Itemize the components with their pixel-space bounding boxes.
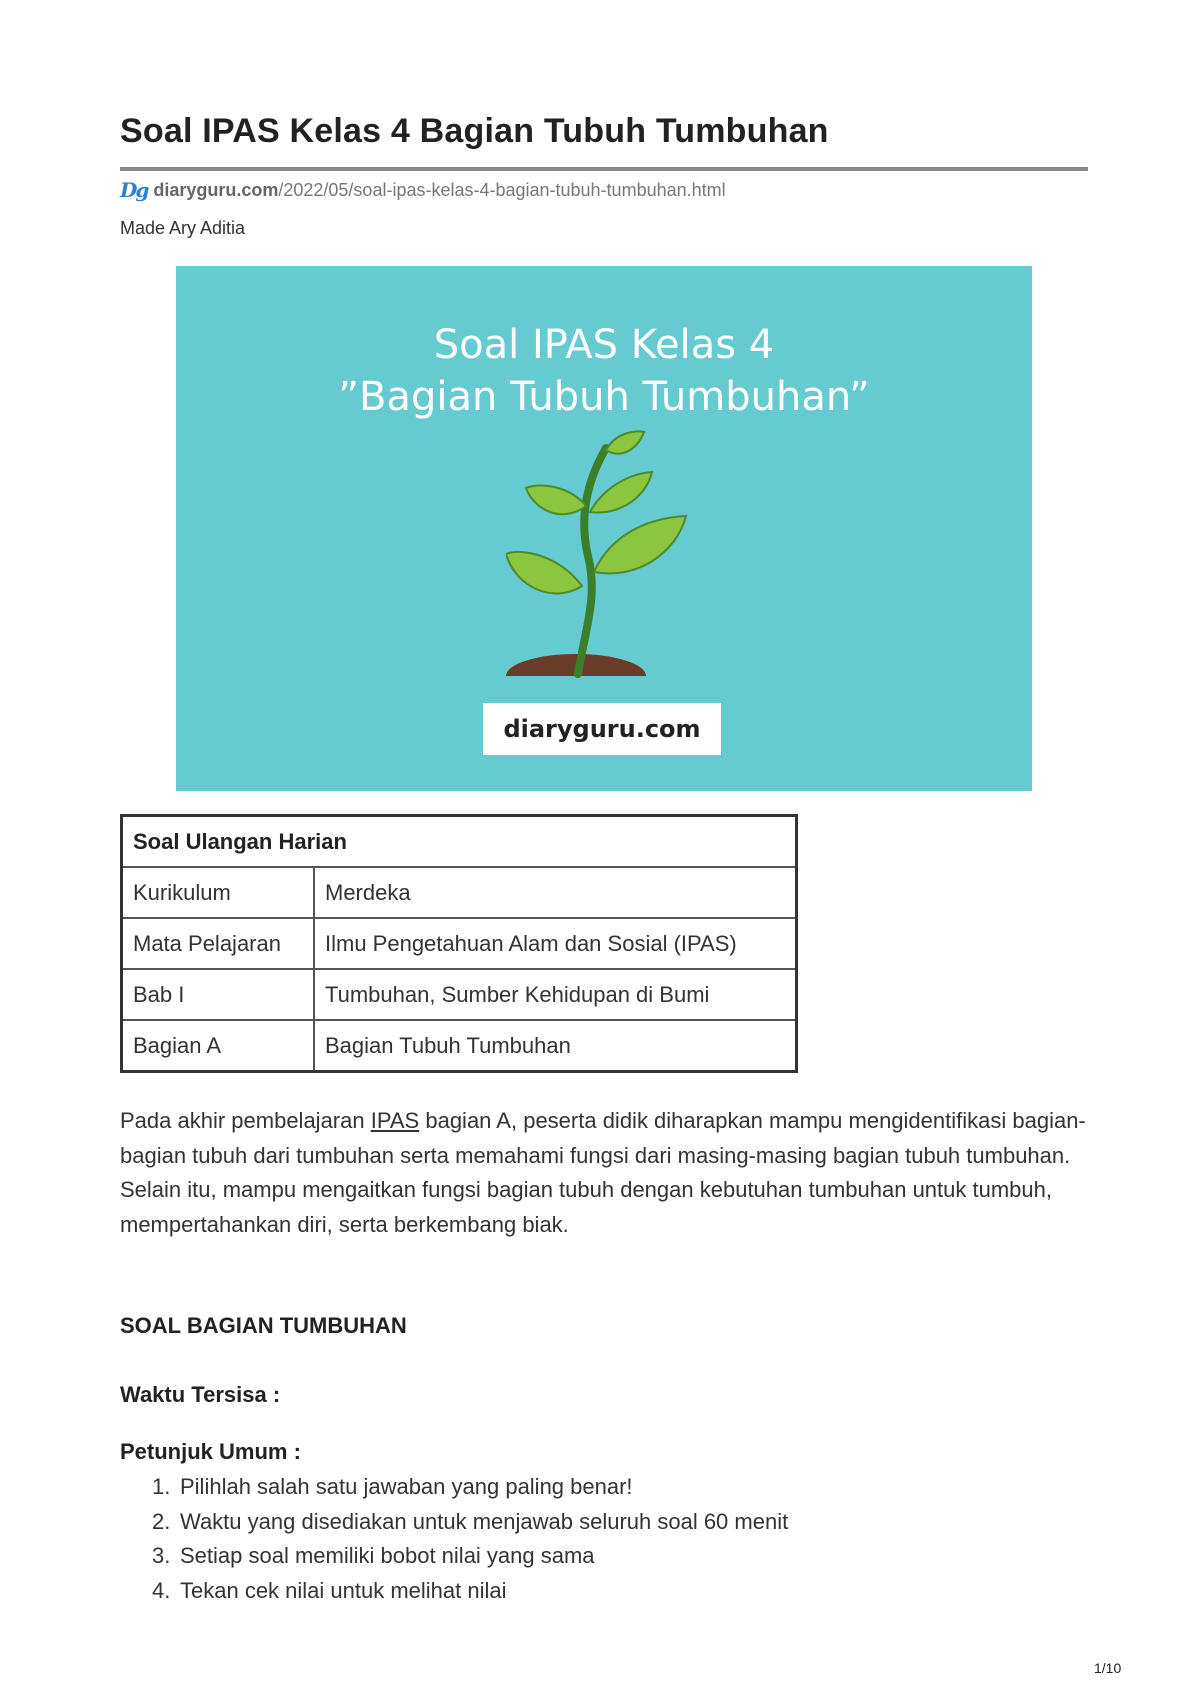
table-header: Soal Ulangan Harian bbox=[122, 816, 797, 868]
hero-title-line2: ”Bagian Tubuh Tumbuhan” bbox=[338, 374, 870, 420]
list-item-number: 1. bbox=[152, 1474, 171, 1499]
author-name: Made Ary Aditia bbox=[120, 218, 246, 238]
list-item bbox=[120, 1574, 788, 1609]
list-item bbox=[120, 1505, 788, 1540]
table-cell-label: Mata Pelajaran bbox=[122, 918, 315, 969]
time-remaining-label: Waktu Tersisa : bbox=[120, 1382, 281, 1407]
section-heading: SOAL BAGIAN TUMBUHAN bbox=[120, 1313, 407, 1338]
hero-title-line1: Soal IPAS Kelas 4 bbox=[433, 322, 775, 368]
list-item-number: 3. bbox=[152, 1543, 171, 1568]
list-item-text: Waktu yang disediakan untuk menjawab seluruh soal 60 menit bbox=[180, 1508, 789, 1534]
list-item-number: 2. bbox=[152, 1508, 171, 1534]
table-cell-label: Kurikulum bbox=[122, 867, 315, 918]
table-cell-label: Bab I bbox=[122, 969, 315, 1020]
intro-text-rest: bagian A, peserta didik diharapkan mampu mengidentifikasi bagian-bagian tubuh dari tumbuhan serta memahami fungsi dari masing-masing bagian tubuh tumbuhan. Selain itu, mampu mengaitkan fungsi bagian tubuh dengan kebutuhan tumbuhan untuk tumbuh, mempertahankan diri, serta berkembang biak. bbox=[120, 1108, 1086, 1237]
table-cell-label: Bagian A bbox=[122, 1020, 315, 1072]
instructions-title: Petunjuk Umum : bbox=[120, 1439, 301, 1464]
table-cell-value: Bagian Tubuh Tumbuhan bbox=[314, 1020, 797, 1072]
hero-site-label: diaryguru.com bbox=[483, 703, 721, 755]
page-number: 1/10 bbox=[1094, 1660, 1122, 1676]
instructions-list bbox=[120, 1470, 788, 1608]
table-row bbox=[122, 969, 797, 1020]
table-cell-value: Merdeka bbox=[314, 867, 797, 918]
intro-text-start: Pada akhir pembelajaran bbox=[120, 1108, 371, 1133]
list-item-text: Tekan cek nilai untuk melihat nilai bbox=[180, 1577, 507, 1603]
site-logo-icon: Dg bbox=[120, 178, 148, 202]
list-item-text: Setiap soal memiliki bobot nilai yang sama bbox=[180, 1543, 595, 1568]
source-path[interactable]: /2022/05/soal-ipas-kelas-4-bagian-tubuh-tumbuhan.html bbox=[278, 179, 726, 200]
list-item-number: 4. bbox=[152, 1577, 171, 1603]
plant-sprout-icon bbox=[506, 426, 706, 686]
page-title: Soal IPAS Kelas 4 Bagian Tubuh Tumbuhan bbox=[120, 112, 829, 150]
hero-banner-image bbox=[176, 266, 1032, 791]
ipas-link[interactable]: IPAS bbox=[370, 1108, 420, 1133]
intro-paragraph bbox=[120, 1104, 1095, 1242]
course-info-table bbox=[120, 814, 798, 1073]
table-row bbox=[122, 918, 797, 969]
source-url[interactable] bbox=[120, 178, 726, 202]
list-item-text: Pilihlah salah satu jawaban yang paling benar! bbox=[180, 1474, 633, 1499]
list-item bbox=[120, 1539, 788, 1574]
table-header-row bbox=[122, 816, 797, 868]
table-row bbox=[122, 867, 797, 918]
table-cell-value: Tumbuhan, Sumber Kehidupan di Bumi bbox=[314, 969, 797, 1020]
list-item bbox=[120, 1470, 788, 1505]
source-domain[interactable]: diaryguru.com bbox=[153, 179, 279, 200]
title-divider bbox=[120, 167, 1088, 171]
table-row bbox=[122, 1020, 797, 1072]
table-cell-value: Ilmu Pengetahuan Alam dan Sosial (IPAS) bbox=[314, 918, 797, 969]
